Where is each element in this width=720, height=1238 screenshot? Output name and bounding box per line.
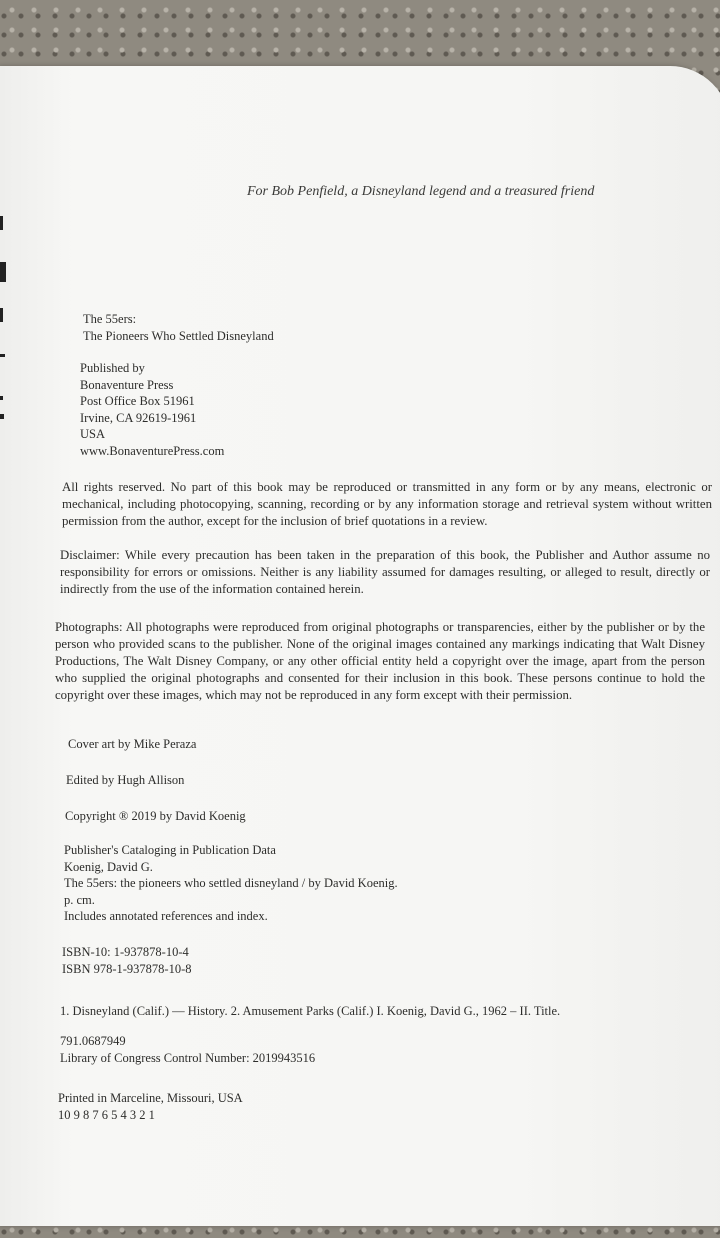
cataloging-line: The 55ers: the pioneers who settled disneyland / by David Koenig. bbox=[64, 876, 398, 890]
cataloging-block bbox=[64, 842, 398, 925]
classification-line: 791.0687949 bbox=[60, 1034, 126, 1048]
printing-number-line: 10 9 8 7 6 5 4 3 2 1 bbox=[58, 1107, 155, 1122]
cataloging-line: Koenig, David G. bbox=[64, 859, 153, 874]
publisher-line: USA bbox=[80, 427, 106, 441]
publisher-line: Bonaventure Press bbox=[80, 377, 174, 392]
isbn-line: ISBN-10: 1-937878-10-4 bbox=[62, 945, 189, 959]
publisher-line: Post Office Box 51961 bbox=[80, 394, 195, 408]
title-line: The Pioneers Who Settled Disneyland bbox=[83, 328, 274, 343]
cataloging-line: Includes annotated references and index. bbox=[64, 909, 268, 923]
title-line: The 55ers: bbox=[83, 312, 137, 326]
publisher-line: Irvine, CA 92619-1961 bbox=[80, 410, 197, 425]
editor-credit: Edited by Hugh Allison bbox=[66, 773, 185, 787]
photographs-paragraph: Photographs: All photographs were reproduced from original photographs or transparencies, either by the publisher or by the person who provided scans to the publisher. None of the original images contained any markings indicating that Walt Disney Productions, The Walt Disney Company, or any other official entity held a copyright over the image, apart from the person who supplied the original photographs and consented for their inclusion in this book. These persons continue to hold the copyright over these images, which may not be reproduced in any form except with their permission. bbox=[55, 620, 705, 702]
publisher-line: Published by bbox=[80, 361, 145, 375]
classification-block bbox=[60, 1033, 315, 1066]
rights-paragraph: All rights reserved. No part of this book may be reproduced or transmitted in any form or by any means, electronic or mechanical, including photocopying, scanning, recording or by any information storage and retrieval system without written permission from the author, except for the inclusion of brief quotations in a review. bbox=[62, 480, 712, 528]
classification-line: Library of Congress Control Number: 2019943516 bbox=[60, 1050, 316, 1065]
cataloging-line: Publisher's Cataloging in Publication Data bbox=[64, 843, 276, 857]
isbn-line: ISBN 978-1-937878-10-8 bbox=[62, 961, 192, 976]
cataloging-line: p. cm. bbox=[64, 892, 95, 907]
publisher-block bbox=[80, 360, 224, 459]
cover-art-credit: Cover art by Mike Peraza bbox=[68, 737, 197, 751]
book-title-block bbox=[83, 311, 274, 344]
printed-location: Printed in Marceline, Missouri, USA bbox=[58, 1091, 243, 1105]
book-page bbox=[0, 66, 720, 1226]
isbn-block bbox=[62, 944, 192, 977]
dedication: For Bob Penfield, a Disneyland legend and a treasured friend bbox=[247, 184, 595, 199]
copyright-line: Copyright ® 2019 by David Koenig bbox=[65, 809, 246, 823]
disclaimer-paragraph: Disclaimer: While every precaution has been taken in the preparation of this book, the Publisher and Author assume no responsibility for errors or omissions. Neither is any liability assumed for damages resulting, or alleged to result, directly or indirectly from the use of the information contained herein. bbox=[60, 548, 710, 596]
subjects-line: 1. Disneyland (Calif.) — History. 2. Amusement Parks (Calif.) I. Koenig, David G., 1962 – II. Title. bbox=[60, 1004, 561, 1018]
publisher-website: www.BonaventurePress.com bbox=[80, 443, 225, 458]
printing-block bbox=[58, 1090, 243, 1123]
